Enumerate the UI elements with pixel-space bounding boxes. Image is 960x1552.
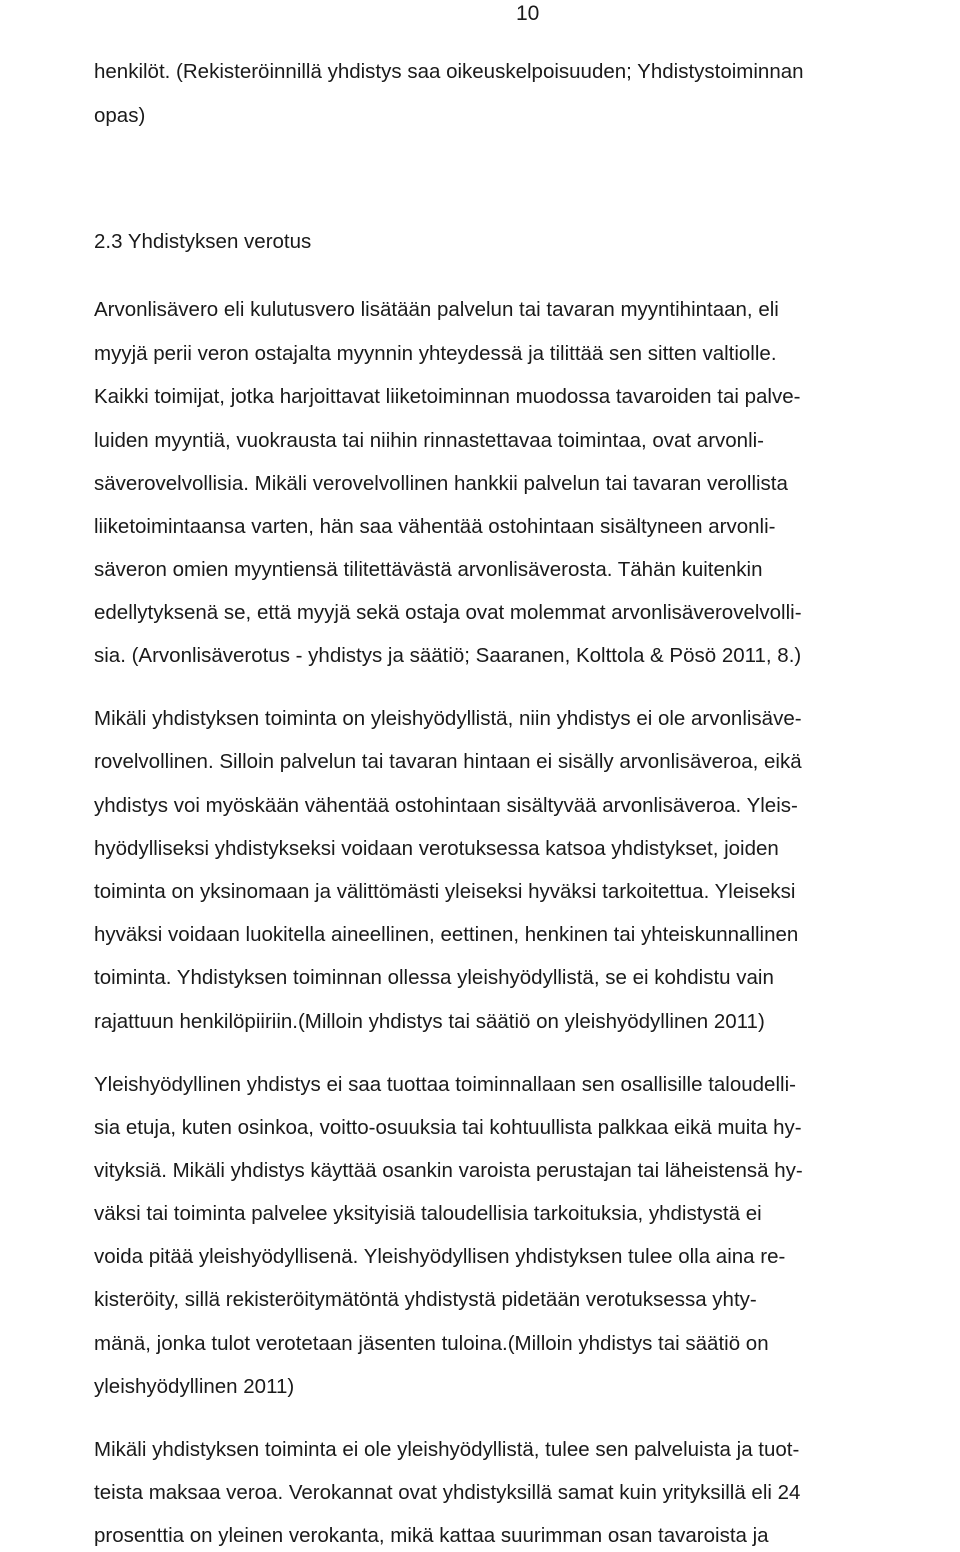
body-text-line: luiden myyntiä, vuokrausta tai niihin rinnastettavaa toimintaa, ovat arvonli- [94, 429, 765, 452]
body-text-line: kisteröity, sillä rekisteröitymätöntä yhdistystä pidetään verotuksessa yhty- [94, 1288, 757, 1311]
body-text-line: toiminta. Yhdistyksen toiminnan ollessa yleishyödyllistä, se ei kohdistu vain [94, 966, 774, 989]
body-text-line: Yleishyödyllinen yhdistys ei saa tuottaa toiminnallaan sen osallisille taloudelli- [94, 1073, 796, 1096]
body-text-line: opas) [94, 104, 146, 127]
section-heading: 2.3 Yhdistyksen verotus [94, 230, 312, 253]
body-text-line: säverovelvollisia. Mikäli verovelvollinen hankkii palvelun tai tavaran verollista [94, 472, 788, 495]
body-text-line: rovelvollinen. Silloin palvelun tai tavaran hintaan ei sisälly arvonlisäveroa, eikä [94, 750, 802, 773]
body-text-line: liiketoimintaansa varten, hän saa vähentää ostohintaan sisältyneen arvonli- [94, 515, 776, 538]
body-text-line: hyväksi voidaan luokitella aineellinen, eettinen, henkinen tai yhteiskunnallinen [94, 923, 799, 946]
body-text-line: sia etuja, kuten osinkoa, voitto-osuuksia tai kohtuullista palkkaa eikä muita hy- [94, 1116, 802, 1139]
body-text-line: Mikäli yhdistyksen toiminta ei ole yleishyödyllistä, tulee sen palveluista ja tuot- [94, 1438, 800, 1461]
body-text-line: säveron omien myyntiensä tilitettävästä arvonlisäverosta. Tähän kuitenkin [94, 558, 763, 581]
body-text-line: edellytyksenä se, että myyjä sekä ostaja ovat molemmat arvonlisäverovelvolli- [94, 601, 802, 624]
body-text-line: yhdistys voi myöskään vähentää ostohintaan sisältyvää arvonlisäveroa. Yleis- [94, 794, 798, 817]
body-text-line: voida pitää yleishyödyllisenä. Yleishyödyllisen yhdistyksen tulee olla aina re- [94, 1245, 786, 1268]
body-text-line: hyödylliseksi yhdistykseksi voidaan verotuksessa katsoa yhdistykset, joiden [94, 837, 779, 860]
body-text-line: Arvonlisävero eli kulutusvero lisätään palvelun tai tavaran myyntihintaan, eli [94, 298, 779, 321]
page-number: 10 [516, 2, 540, 25]
body-text-line: Kaikki toimijat, jotka harjoittavat liiketoiminnan muodossa tavaroiden tai palve- [94, 385, 801, 408]
body-text-line: rajattuun henkilöpiiriin.(Milloin yhdistys tai säätiö on yleishyödyllinen 2011) [94, 1010, 765, 1033]
body-text-line: sia. (Arvonlisäverotus - yhdistys ja säätiö; Saaranen, Kolttola & Pösö 2011, 8.) [94, 644, 802, 667]
body-text-line: teista maksaa veroa. Verokannat ovat yhdistyksillä samat kuin yrityksillä eli 24 [94, 1481, 801, 1504]
body-text-line: Mikäli yhdistyksen toiminta on yleishyödyllistä, niin yhdistys ei ole arvonlisäve- [94, 707, 802, 730]
body-text-line: henkilöt. (Rekisteröinnillä yhdistys saa oikeuskelpoisuuden; Yhdistystoiminnan [94, 60, 804, 83]
body-text-line: yleishyödyllinen 2011) [94, 1375, 295, 1398]
body-text-line: mänä, jonka tulot verotetaan jäsenten tuloina.(Milloin yhdistys tai säätiö on [94, 1332, 769, 1355]
body-text-line: vityksiä. Mikäli yhdistys käyttää osankin varoista perustajan tai läheistensä hy- [94, 1159, 803, 1182]
body-text-line: väksi tai toiminta palvelee yksityisiä taloudellisia tarkoituksia, yhdistystä ei [94, 1202, 762, 1225]
body-text-line: myyjä perii veron ostajalta myynnin yhteydessä ja tilittää sen sitten valtiolle. [94, 342, 777, 365]
body-text-line: toiminta on yksinomaan ja välittömästi yleiseksi hyväksi tarkoitettua. Yleiseksi [94, 880, 796, 903]
body-text-line: prosenttia on yleinen verokanta, mikä kattaa suurimman osan tavaroista ja [94, 1524, 769, 1547]
